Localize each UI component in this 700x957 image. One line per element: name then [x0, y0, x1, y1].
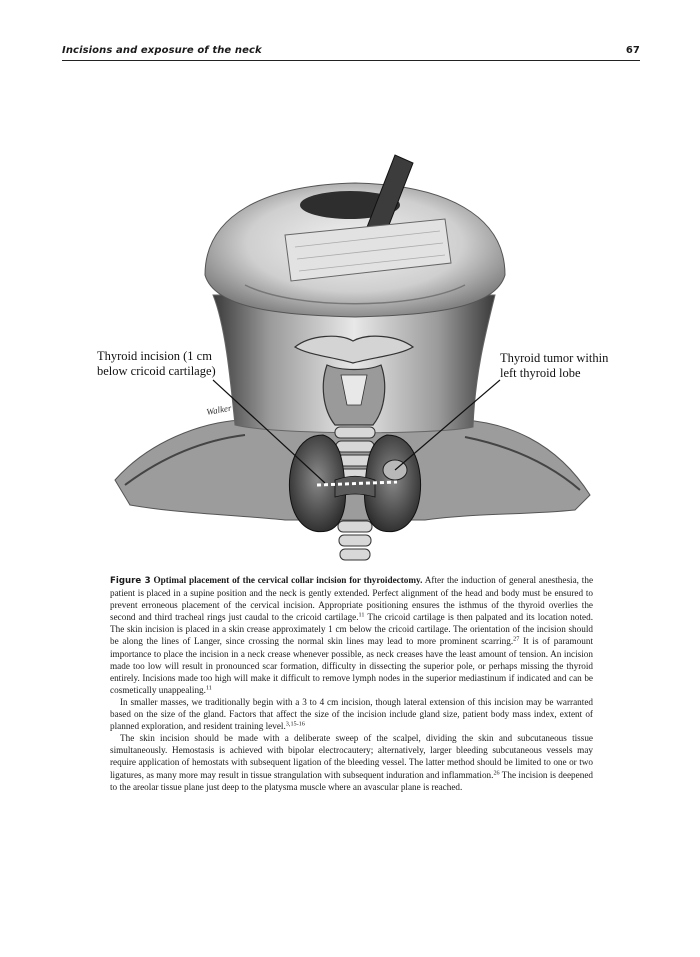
callout-thyroid-tumor — [500, 351, 640, 381]
citation: 26 — [493, 769, 500, 776]
caption-text: It is of paramount importance to place the incision in a neck crease whenever possible, as neck creases have the least amount of tension. An incision made too low will result in pronounced scar formation, difficulty in dissecting the superior pole, or perhaps missing the thyroid entirely. Incisions made too high will make it difficult to remove lymph nodes in the superior mediastinum if indicated and can be cosmetically unappealing. — [110, 636, 593, 695]
callout-left-line2: below cricoid cartilage) — [97, 364, 216, 378]
figure-label: Figure 3 — [110, 576, 151, 586]
callout-thyroid-incision — [97, 349, 247, 379]
running-title: Incisions and exposure of the neck — [62, 45, 262, 56]
citation: 27 — [513, 635, 520, 643]
callout-right-line2: left thyroid lobe — [500, 366, 581, 380]
caption-text: In smaller masses, we traditionally begin with a 3 to 4 cm incision, though lateral extension of this incision may be warranted based on the size of the gland. Factors that affect the size of the incision include gland size, patient body mass index, extent of planned exploration, and resident training level. — [110, 696, 593, 732]
caption-text: The incision is deepened to the areolar tissue plane just deep to the platysma muscle where an avascular plane is reached. — [110, 769, 593, 792]
figure-title: Optimal placement of the cervical collar incision for thyroidectomy. — [153, 575, 423, 585]
running-header — [62, 44, 640, 61]
caption-paragraph-2 — [110, 696, 593, 732]
citation: 11 — [358, 611, 365, 619]
caption-text: The cricoid cartilage is then palpated and its location noted. The skin incision is placed in a skin crease approximately 1 cm below the cricoid cartilage. The orientation of the incision should be along the lines of Langer, since crossing the normal skin lines may lead to more prominent scarring. — [110, 612, 593, 647]
callout-left-line1: Thyroid incision (1 cm — [97, 349, 212, 363]
caption-paragraph-3 — [110, 732, 593, 792]
callout-right-line1: Thyroid tumor within — [500, 351, 609, 365]
caption-text: The skin incision should be made with a deliberate sweep of the scalpel, dividing the skin and subcutaneous tissue simultaneously. Hemostasis is achieved with bipolar electrocautery; alternatively, larger bleeding subcutaneous vessels may require application of hemostats with subsequent ligation of the bleeding vessel. The latter method should be limited to one or two ligatures, as many more may result in tissue strangulation with subsequent induration and inflammation. — [110, 733, 593, 780]
caption-paragraph-1 — [110, 574, 593, 696]
citation: 3,15-16 — [285, 720, 305, 728]
thyroid-isthmus — [335, 476, 375, 497]
page-number: 67 — [625, 45, 640, 56]
artist-signature: Walker — [205, 402, 233, 417]
caption-text: After the induction of general anesthesia, the patient is placed in a supine position and the neck is gently extended. Perfect alignment of the head and body must be ensured to prevent erroneous placement of the cervical incision. Appropriate positioning ensures the isthmus of the thyroid overlies the second and third tracheal rings just caudal to the cricoid cartilage. — [110, 575, 594, 623]
figure-caption — [110, 574, 593, 793]
citation: 11 — [205, 684, 212, 692]
